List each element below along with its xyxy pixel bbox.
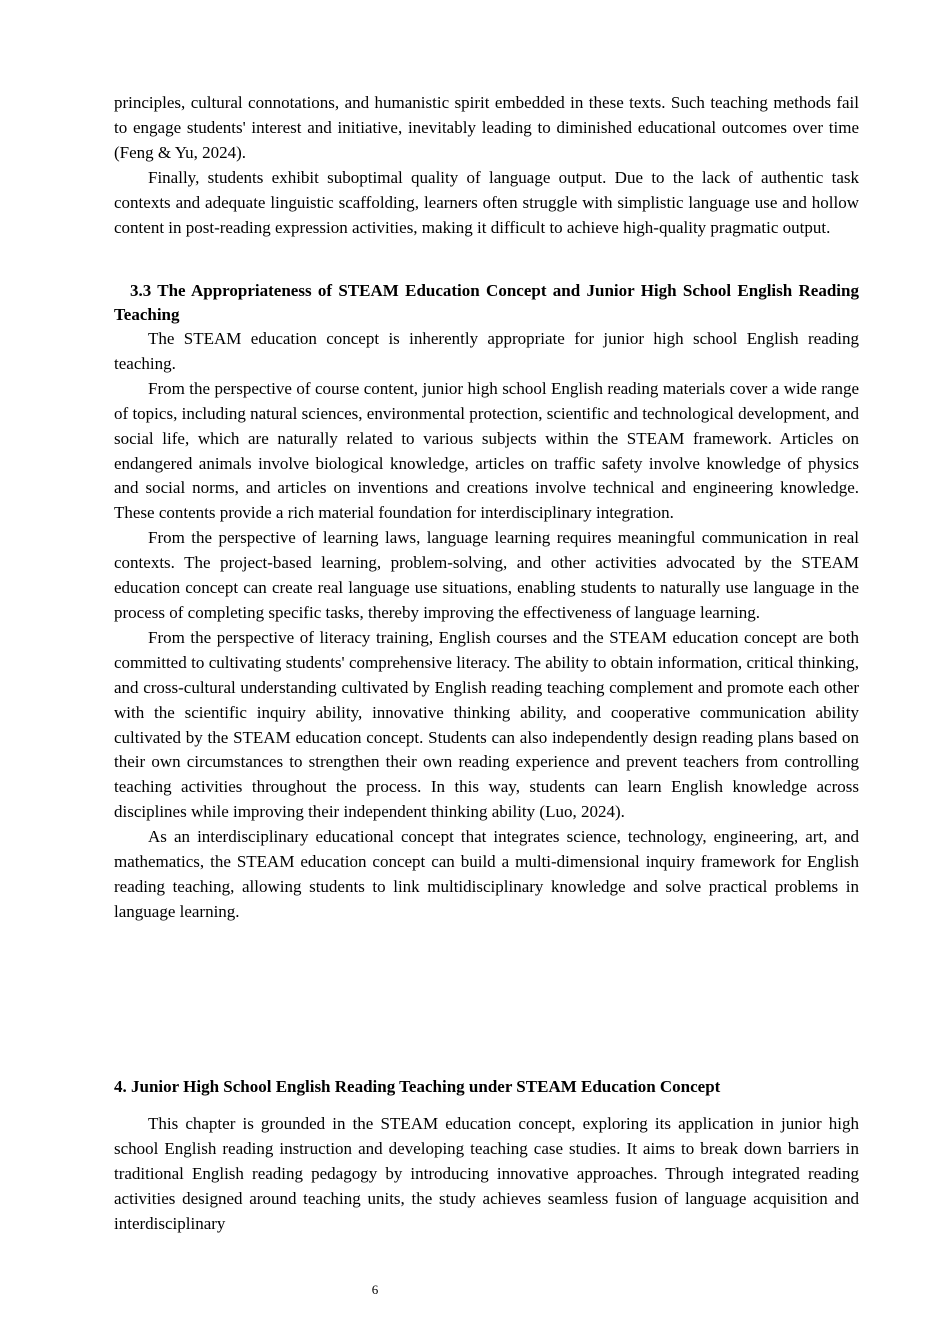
paragraph: As an interdisciplinary educational concept that integrates science, technology, engineering, art, and mathematics, the STEAM education concept can build a multi-dimensional inquiry framework for English reading teaching, allowing students to link multidisciplinary knowledge and solve practical problems in language learning. xyxy=(114,827,859,921)
section-heading-4: 4. Junior High School English Reading Teaching under STEAM Education Concept xyxy=(114,1077,721,1096)
section-4 xyxy=(114,1075,859,1099)
section-3-3 xyxy=(114,279,859,925)
paragraph: This chapter is grounded in the STEAM education concept, exploring its application in junior high school English reading instruction and developing teaching case studies. It aims to break down barriers in traditional English reading pedagogy by introducing innovative approaches. Through integrated reading activities designed around teaching units, the study achieves seamless fusion of language acquisition and interdisciplinary xyxy=(114,1114,859,1233)
body-text-top xyxy=(114,91,859,240)
paragraph-finally: Finally, students exhibit suboptimal quality of language output. Due to the lack of authentic task contexts and adequate linguistic scaffolding, learners often struggle with simplistic language use and hollow content in post-reading expression activities, making it difficult to achieve high-quality pragmatic output. xyxy=(114,167,859,237)
paragraph: From the perspective of literacy training, English courses and the STEAM education concept are both committed to cultivating students' comprehensive literacy. The ability to obtain information, critical thinking, and cross-cultural understanding cultivated by English reading teaching complement and promote each other with the scientific inquiry ability, innovative thinking ability, and cooperative communication ability cultivated by the STEAM education concept. Students can also independently design reading plans based on their own circumstances to strengthen their own reading experience and prevent teachers from controlling teaching activities throughout the process. In this way, students can learn English knowledge across disciplines while improving their independent thinking ability (Luo, 2024). xyxy=(114,627,859,822)
page-number: 6 xyxy=(371,1282,379,1297)
paragraph: From the perspective of course content, junior high school English reading materials cover a wide range of topics, including natural sciences, environmental protection, scientific and technological development, and social life, which are naturally related to various subjects within the STEAM framework. Articles on endangered animals involve biological knowledge, articles on traffic safety involve knowledge of physics and social norms, and articles on inventions and creations involve technical and engineering knowledge. These contents provide a rich material foundation for interdisciplinary integration. xyxy=(114,378,859,523)
paragraph-continued: principles, cultural connotations, and humanistic spirit embedded in these texts. Such teaching methods fail to engage students' interest and initiative, inevitably leading to diminished educational outcomes over time (Feng & Yu, 2024). xyxy=(114,93,859,162)
section-4-body xyxy=(114,1112,859,1237)
paragraph: From the perspective of learning laws, language learning requires meaningful communication in real contexts. The project-based learning, problem-solving, and other activities advocated by the STEAM education concept can create real language use situations, enabling students to naturally use language in the process of completing specific tasks, thereby improving the effectiveness of language learning. xyxy=(114,528,859,622)
paragraph: The STEAM education concept is inherently appropriate for junior high school English reading teaching. xyxy=(114,329,859,373)
section-heading-3-3: 3.3 The Appropriateness of STEAM Education Concept and Junior High School English Reading Teaching xyxy=(114,281,859,324)
